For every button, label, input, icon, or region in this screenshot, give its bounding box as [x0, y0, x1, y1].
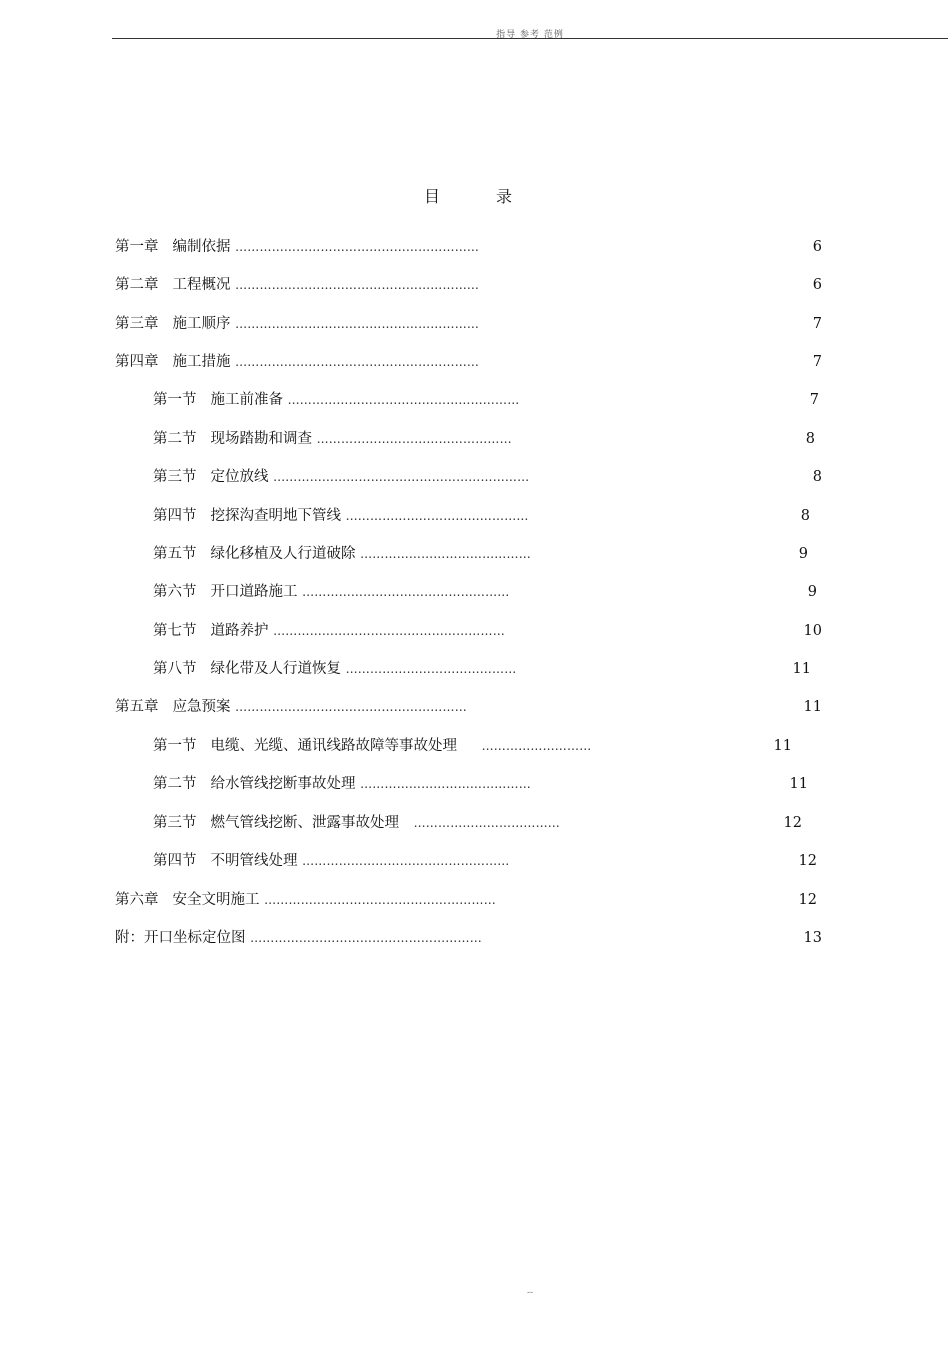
toc-leader-dots: ……………………………………	[360, 547, 531, 561]
toc-entry-number: 第六章	[115, 892, 159, 908]
toc-title: 目录	[423, 187, 568, 206]
toc-entry-page: 8	[800, 508, 810, 524]
toc-entry-page: 12	[798, 892, 817, 908]
toc-entry-label: 绿化移植及人行道破除	[210, 546, 356, 562]
toc-entry-section-4-2[interactable]	[153, 428, 512, 450]
toc-entry-chapter-6[interactable]	[115, 889, 496, 911]
toc-entry-section-4-8[interactable]	[153, 658, 516, 680]
toc-entry-label: 挖探沟查明地下管线	[210, 508, 341, 524]
page-header-text: 指导 参考 范例	[496, 30, 564, 40]
toc-entry-page: 8	[812, 469, 822, 485]
toc-entry-page: 11	[789, 776, 808, 792]
toc-entry-page: 9	[798, 546, 808, 562]
toc-entry-number: 第四节	[153, 508, 197, 524]
toc-entry-section-4-1[interactable]	[153, 389, 519, 411]
toc-entry-chapter-4[interactable]	[115, 351, 479, 373]
toc-entry-number: 第七节	[153, 623, 197, 639]
toc-entry-page: 9	[807, 584, 817, 600]
toc-leader-dots: ……………………………………………………	[235, 240, 480, 254]
toc-entry-number: 第三节	[153, 469, 197, 485]
toc-entry-label: 定位放线	[210, 469, 269, 485]
toc-entry-label: 道路养护	[210, 623, 269, 639]
toc-entry-section-5-4[interactable]	[153, 850, 510, 872]
toc-entry-number: 第二章	[115, 277, 159, 293]
toc-entry-label: 现场踏勘和调查	[210, 431, 312, 447]
toc-leader-dots: ……………………………………………	[302, 854, 510, 868]
toc-entry-number: 第二节	[153, 776, 197, 792]
toc-leader-dots: …………………………………………………	[273, 624, 505, 638]
toc-entry-chapter-3[interactable]	[115, 313, 479, 335]
toc-leader-dots: ………………………	[481, 739, 592, 753]
toc-leader-dots: ……………………………………………………	[235, 317, 480, 331]
toc-entry-chapter-5[interactable]	[115, 696, 467, 718]
toc-entry-page: 11	[792, 661, 811, 677]
toc-entry-number: 第三章	[115, 316, 159, 332]
toc-entry-number: 附：	[115, 930, 144, 946]
toc-entry-label: 工程概况	[172, 277, 231, 293]
toc-entry-label: 开口坐标定位图	[144, 930, 246, 946]
toc-entry-number: 第三节	[153, 815, 197, 831]
toc-entry-section-5-2[interactable]	[153, 773, 531, 795]
toc-leader-dots: ……………………………………………………	[235, 355, 480, 369]
toc-entry-label: 安全文明施工	[172, 892, 260, 908]
toc-entry-section-4-6[interactable]	[153, 581, 510, 603]
toc-entry-page: 6	[812, 239, 822, 255]
toc-leader-dots: ……………………………………………………	[235, 278, 480, 292]
toc-entry-page: 7	[812, 316, 822, 332]
toc-entry-number: 第六节	[153, 584, 197, 600]
toc-entry-label: 绿化带及人行道恢复	[210, 661, 341, 677]
toc-entry-page: 11	[803, 699, 822, 715]
toc-entry-page: 13	[803, 930, 822, 946]
toc-entry-section-4-7[interactable]	[153, 620, 505, 642]
toc-entry-page: 6	[812, 277, 822, 293]
toc-entry-section-4-4[interactable]	[153, 505, 529, 527]
toc-entry-section-4-5[interactable]	[153, 543, 531, 565]
toc-entry-label: 施工措施	[172, 354, 231, 370]
toc-leader-dots: ………………………………	[413, 816, 561, 830]
toc-leader-dots: ……………………………………	[345, 662, 517, 676]
toc-entry-label: 编制依据	[172, 239, 231, 255]
toc-entry-page: 12	[798, 853, 817, 869]
toc-leader-dots: ……………………………………………	[302, 585, 510, 599]
toc-entry-page: 7	[809, 392, 819, 408]
toc-entry-label: 应急预案	[172, 699, 231, 715]
toc-entry-chapter-1[interactable]	[115, 236, 479, 258]
toc-entry-section-5-1[interactable]	[153, 735, 591, 757]
toc-entry-number: 第一节	[153, 738, 197, 754]
toc-entry-label: 施工顺序	[172, 316, 231, 332]
toc-entry-chapter-2[interactable]	[115, 274, 479, 296]
toc-entry-label: 给水管线挖断事故处理	[210, 776, 356, 792]
toc-leader-dots: ………………………………………	[345, 509, 529, 523]
toc-entry-page: 11	[773, 738, 792, 754]
toc-leader-dots: ………………………………………………………	[273, 470, 530, 484]
toc-entry-page: 7	[812, 354, 822, 370]
toc-entry-label: 电缆、光缆、通讯线路故障等事故处理	[210, 738, 457, 754]
toc-entry-label: 施工前准备	[210, 392, 283, 408]
toc-entry-number: 第八节	[153, 661, 197, 677]
toc-leader-dots: …………………………………………………	[250, 931, 482, 945]
toc-entry-label: 燃气管线挖断、泄露事故处理	[210, 815, 399, 831]
toc-entry-page: 12	[783, 815, 802, 831]
toc-entry-label: 开口道路施工	[210, 584, 298, 600]
toc-leader-dots: …………………………………………………	[287, 393, 520, 407]
toc-entry-appendix[interactable]	[115, 927, 482, 949]
toc-leader-dots: ……………………………………	[360, 777, 531, 791]
toc-entry-number: 第四章	[115, 354, 159, 370]
toc-entry-page: 8	[805, 431, 815, 447]
toc-entry-number: 第五节	[153, 546, 197, 562]
toc-leader-dots: …………………………………………………	[235, 700, 467, 714]
toc-entry-number: 第四节	[153, 853, 197, 869]
toc-entry-number: 第二节	[153, 431, 197, 447]
toc-leader-dots: …………………………………………	[316, 432, 512, 446]
toc-entry-label: 不明管线处理	[210, 853, 298, 869]
toc-entry-section-5-3[interactable]	[153, 812, 560, 834]
toc-entry-number: 第五章	[115, 699, 159, 715]
toc-entry-number: 第一节	[153, 392, 197, 408]
page-footer-mark: --	[526, 1288, 534, 1298]
toc-entry-page: 10	[803, 623, 822, 639]
toc-entry-section-4-3[interactable]	[153, 466, 529, 488]
toc-entry-number: 第一章	[115, 239, 159, 255]
toc-leader-dots: …………………………………………………	[264, 893, 496, 907]
